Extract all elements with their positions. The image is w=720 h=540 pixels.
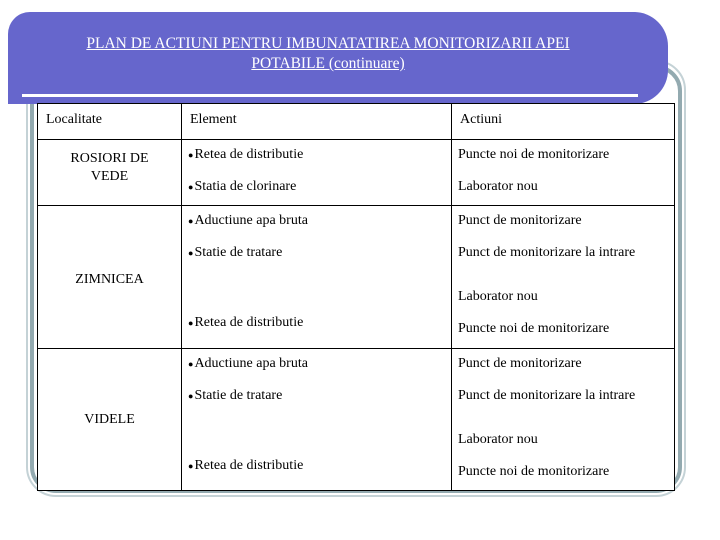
locality-cell [38,140,182,206]
actions-cell [452,140,675,206]
list-item: ●Retea de distributie [188,315,304,331]
header-localitate: Localitate [38,104,182,140]
list-item: ●Aductiune apa bruta [188,213,308,229]
list-item: Punct de monitorizare [458,213,582,228]
header-element: Element [182,104,452,140]
actions-cell [452,206,675,349]
element-cell [182,349,452,491]
bullet-icon: ● [188,461,194,472]
title-line-1: PLAN DE ACTIUNI PENTRU IMBUNATATIREA MONITORIZARII APEI [86,35,570,52]
bullet-icon: ● [188,216,194,226]
list-item: Laborator nou [458,289,538,304]
bullet-icon: ● [188,359,194,369]
table-row-rosiori [38,140,675,206]
action-plan-table [37,103,675,491]
table-header-row [38,104,675,140]
bullet-icon: ● [188,150,194,160]
locality-name: ZIMNICEA [75,272,144,287]
element-cell [182,140,452,206]
slide-title [18,34,638,74]
list-item: ●Statie de tratare [188,245,283,261]
list-item: Punct de monitorizare [458,356,582,371]
list-item: ●Aductiune apa bruta [188,356,308,372]
list-item: Punct de monitorizare la intrare [458,388,636,403]
list-item: ●Retea de distributie [188,458,304,474]
locality-name: VIDELE [84,411,135,427]
table-row-zimnicea [38,206,675,349]
list-item: Laborator nou [458,179,538,194]
bullet-icon: ● [188,248,194,259]
locality-cell [38,206,182,349]
list-item: ●Retea de distributie [188,147,304,163]
list-item: Punct de monitorizare la intrare [458,245,636,260]
bullet-icon: ● [188,391,194,402]
list-item: Puncte noi de monitorizare [458,147,610,162]
list-item: Puncte noi de monitorizare [458,464,610,479]
element-cell [182,206,452,349]
actions-cell [452,349,675,491]
list-item: Puncte noi de monitorizare [458,321,610,336]
title-line-2: POTABILE (continuare) [251,55,405,72]
list-item: ●Statia de clorinare [188,179,297,195]
header-actiuni: Actiuni [452,104,675,140]
list-item: Laborator nou [458,432,538,447]
bullet-icon: ● [188,182,194,193]
locality-cell [38,349,182,491]
list-item: ●Statie de tratare [188,388,283,404]
table-row-videle [38,349,675,491]
locality-name: ROSIORI DE VEDE [70,151,149,184]
title-divider [22,94,638,97]
bullet-icon: ● [188,318,194,329]
